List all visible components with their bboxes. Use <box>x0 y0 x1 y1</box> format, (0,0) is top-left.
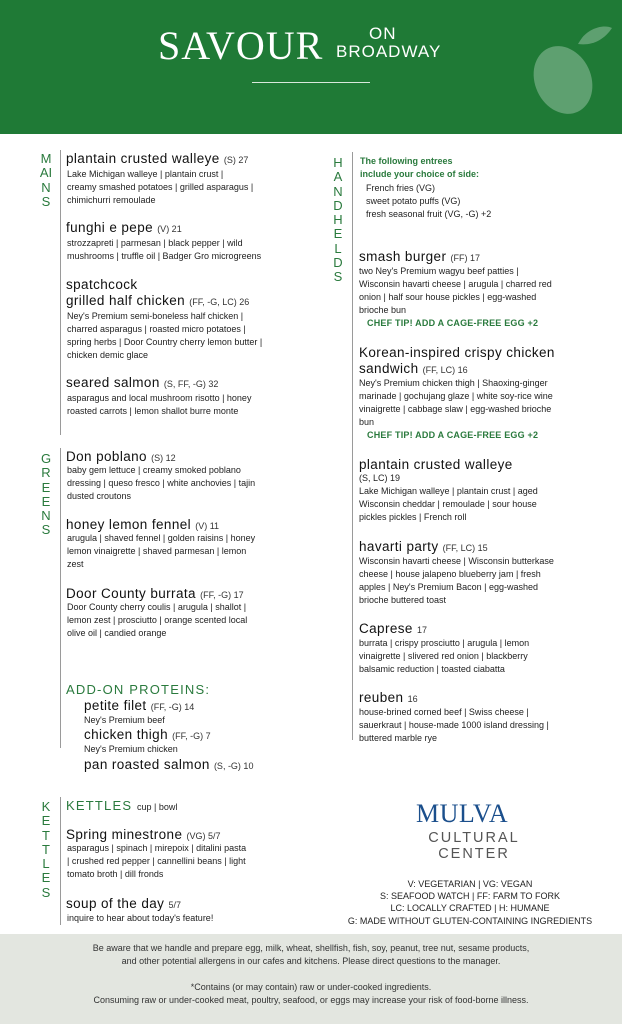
menu-item-title <box>359 539 488 556</box>
menu-item-description <box>359 472 609 524</box>
desc-line: Wisconsin cheddar | remoulade | sour house <box>359 499 537 510</box>
menu-item-title <box>84 698 194 715</box>
desc-line: Lake Michigan walleye | plantain crust | <box>67 169 224 179</box>
desc-line: chicken demic glace <box>67 350 149 361</box>
sides-list <box>366 182 491 221</box>
item-name: Caprese <box>359 621 413 636</box>
mulva-logo-subtitle <box>423 830 525 862</box>
item-tag: (S) 12 <box>151 453 176 463</box>
desc-line: mushrooms | truffle oil | Badger Gro microgreens <box>67 251 262 262</box>
item-tag: (S, FF, -G) 32 <box>163 379 219 389</box>
mulva-sub-line: CENTER <box>438 846 510 862</box>
menu-item-title <box>359 361 468 378</box>
legend-line: V: VEGETARIAN | VG: VEGAN <box>407 879 533 889</box>
desc-line: burrata | crispy prosciutto | arugula | lemon <box>359 638 530 648</box>
dietary-legend <box>330 878 610 927</box>
legend-line: G: MADE WITHOUT GLUTEN-CONTAINING INGREDIENTS <box>347 915 593 926</box>
desc-line: creamy smashed potatoes | grilled asparagus | <box>67 182 254 193</box>
menu-item-title <box>359 690 418 707</box>
desc-line: strozzapreti | parmesan | black pepper | wild <box>67 238 243 248</box>
menu-item-description <box>359 706 609 745</box>
item-tag: (S, -G) 10 <box>213 761 254 771</box>
desc-line: zest <box>67 559 84 570</box>
item-name: Korean-inspired crispy chicken <box>359 345 555 360</box>
desc-line: bun <box>359 417 375 428</box>
item-tag: (S) 27 <box>223 155 249 165</box>
footer-line: and other potential allergens in our cafes and kitchens. Please direct questions to the manager. <box>121 956 501 966</box>
footer-line: Be aware that we handle and prepare egg, milk, wheat, shellfish, fish, soy, peanut, tree nut, sesame products, <box>92 943 530 953</box>
mains-divider <box>60 150 61 435</box>
item-name: sandwich <box>359 361 419 376</box>
desc-line: pickles pickles | French roll <box>359 512 467 523</box>
item-name: seared salmon <box>66 375 160 390</box>
chef-tip: CHEF TIP! ADD A CAGE-FREE EGG +2 <box>367 318 539 328</box>
desc-line: Wisconsin havarti cheese | Wisconsin butterkase <box>359 556 554 566</box>
sides-heading-line: The following entrees <box>360 156 453 166</box>
handhelds-label-text: HANDHELDS <box>333 155 343 285</box>
mains-label-text: MAINS <box>39 151 53 209</box>
legend-line: LC: LOCALLY CRAFTED | H: HUMANE <box>390 903 550 914</box>
desc-line: olive oil | candied orange <box>67 628 167 639</box>
desc-line: marinade | gochujang glaze | white soy-rice wine <box>359 391 553 402</box>
desc-line: lemon vinaigrette | shaved parmesan | lemon <box>67 546 247 557</box>
item-name: soup of the day <box>66 896 165 911</box>
menu-item-description <box>67 912 307 925</box>
desc-line: brioche bun <box>359 305 407 316</box>
brand-divider <box>252 82 370 83</box>
greens-divider <box>60 448 61 748</box>
desc-line: two Ney's Premium wagyu beef patties | <box>359 266 519 276</box>
menu-item-description <box>359 265 609 317</box>
menu-item-description <box>359 637 609 676</box>
item-tag: 17 <box>416 625 427 635</box>
desc-line: balsamic reduction | toasted ciabatta <box>359 664 505 675</box>
item-name: smash burger <box>359 249 447 264</box>
menu-item-description: Ney's Premium beef <box>84 715 165 725</box>
menu-item-description <box>67 392 307 418</box>
menu-item-title <box>66 277 138 293</box>
allergen-footer <box>0 934 622 1024</box>
item-name: funghi e pepe <box>66 220 154 235</box>
footer-line: Consuming raw or under-cooked meat, poultry, seafood, or eggs may increase your risk of food-borne illness. <box>93 995 529 1005</box>
desc-line: tomato broth | dill fronds <box>67 869 164 880</box>
greens-label-text: GREENS <box>40 451 52 538</box>
item-name: Door County burrata <box>66 586 196 601</box>
desc-line: Ney's Premium semi-boneless half chicken | <box>67 311 244 321</box>
kettles-divider <box>60 797 61 925</box>
desc-line: inquire to hear about today's feature! <box>67 913 214 923</box>
desc-line: | crushed red pepper | cannellini beans | light <box>67 856 246 867</box>
menu-item-title <box>359 457 513 473</box>
legend-line: S: SEAFOOD WATCH | FF: FARM TO FORK <box>379 891 560 902</box>
desc-line: Ney's Premium chicken thigh | Shaoxing-ginger <box>359 378 548 388</box>
menu-item-title <box>66 220 182 237</box>
desc-line: baby gem lettuce | creamy smoked poblano <box>67 465 241 475</box>
item-tag: 16 <box>407 694 418 704</box>
mulva-sub-line: CULTURAL <box>428 830 520 846</box>
menu-item-description <box>359 555 609 607</box>
handhelds-divider <box>352 152 353 740</box>
menu-item-title <box>66 896 181 913</box>
item-tag: (FF, LC) 16 <box>422 365 468 375</box>
desc-line: lemon zest | prosciutto | orange scented local <box>67 615 248 626</box>
item-name: petite filet <box>84 698 147 713</box>
item-tag: (FF, -G, LC) 26 <box>189 297 250 307</box>
desc-line: arugula | shaved fennel | golden raisins | honey <box>67 533 256 543</box>
desc-line: spring herbs | Door Country cherry lemon butter | <box>67 337 263 348</box>
menu-item-description <box>67 464 307 503</box>
item-name: Spring minestrone <box>66 827 183 842</box>
item-tag: (FF) 17 <box>450 253 481 263</box>
menu-item-description <box>67 842 307 881</box>
menu-item-title <box>359 249 480 266</box>
desc-line: Wisconsin havarti cheese | arugula | charred red <box>359 279 552 290</box>
menu-item-title <box>66 375 218 392</box>
desc-line: asparagus | spinach | mirepoix | ditalini pasta <box>67 843 247 853</box>
desc-line: Lake Michigan walleye | plantain crust | aged <box>359 486 538 497</box>
desc-line: onion | half sour house pickles | egg-washed <box>359 292 537 303</box>
item-tag: (VG) 5/7 <box>186 831 221 841</box>
desc-line: Door County cherry coulis | arugula | shallot | <box>67 602 247 612</box>
menu-item-title <box>84 757 253 774</box>
item-name: havarti party <box>359 539 439 554</box>
header-banner <box>0 0 622 134</box>
item-tag: (FF, -G) 17 <box>200 590 244 600</box>
desc-line: asparagus and local mushroom risotto | honey <box>67 393 252 403</box>
desc-line: vinaigrette | slivered red onion | blackberry <box>359 651 528 662</box>
item-tag: (V) 11 <box>195 521 220 531</box>
menu-item-description <box>67 310 307 362</box>
lime-icon <box>516 14 616 124</box>
item-name: honey lemon fennel <box>66 517 192 532</box>
menu-item-description <box>67 168 297 207</box>
desc-line: house-brined corned beef | Swiss cheese | <box>359 707 529 717</box>
greens-section-label <box>39 452 53 538</box>
footer-line: *Contains (or may contain) raw or under-cooked ingredients. <box>190 982 432 992</box>
menu-item-description <box>67 601 307 640</box>
addon-proteins-heading: ADD-ON PROTEINS: <box>66 682 211 697</box>
kettles-section-label <box>39 800 53 900</box>
item-name: grilled half chicken <box>66 293 186 308</box>
desc-line: vinaigrette | cabbage slaw | egg-washed brioche <box>359 404 552 415</box>
chef-tip: CHEF TIP! ADD A CAGE-FREE EGG +2 <box>367 430 539 440</box>
mulva-logo: MULVA <box>416 799 509 828</box>
menu-item-description <box>359 377 609 429</box>
menu-item-description: Ney's Premium chicken <box>84 744 178 754</box>
kettles-heading-text: KETTLES <box>66 798 133 813</box>
brand-title: SAVOUR <box>158 23 324 68</box>
mains-section-label <box>39 152 53 209</box>
brand-broadway: BROADWAY <box>336 42 442 61</box>
desc-line: charred asparagus | roasted micro potatoes | <box>67 324 246 335</box>
menu-item-description <box>67 532 307 571</box>
kettles-label-text: KETTLES <box>41 799 51 900</box>
menu-item-title <box>84 727 211 744</box>
menu-item-title <box>66 151 248 168</box>
item-name: spatchcock <box>66 277 138 292</box>
desc-line: buttered marble rye <box>359 733 438 744</box>
menu-item-title <box>359 345 555 361</box>
desc-line: apples | Ney's Premium Bacon | egg-washed <box>359 582 538 593</box>
desc-line: dressing | queso fresco | white anchovies | tajin <box>67 478 256 489</box>
sides-heading <box>360 155 479 181</box>
kettles-heading-suffix: cup | bowl <box>137 802 178 812</box>
desc-line: roasted carrots | lemon shallot burre monte <box>67 406 239 417</box>
menu-item-title <box>359 621 427 638</box>
item-name: reuben <box>359 690 404 705</box>
menu-item-description <box>67 237 307 263</box>
side-option: fresh seasonal fruit (VG, -G) +2 <box>366 209 492 220</box>
item-tag: (FF, -G) 14 <box>150 702 195 712</box>
desc-line: sauerkraut | house-made 1000 island dressing | <box>359 720 549 731</box>
menu-item-title <box>66 293 249 310</box>
item-name: plantain crusted walleye <box>359 457 513 472</box>
desc-line: brioche buttered toast <box>359 595 447 606</box>
item-tag: (V) 21 <box>157 224 182 234</box>
kettles-heading <box>66 798 177 813</box>
item-name: Don poblano <box>66 449 147 464</box>
item-tag: (FF, LC) 15 <box>442 543 488 553</box>
item-tag: 5/7 <box>168 900 181 910</box>
item-name: pan roasted salmon <box>84 757 210 772</box>
desc-line: chimichurri remoulade <box>67 195 156 206</box>
desc-line: dusted croutons <box>67 491 132 502</box>
item-tag: (FF, -G) 7 <box>172 731 211 741</box>
side-option: French fries (VG) <box>366 183 436 193</box>
item-tag: (S, LC) 19 <box>359 473 401 483</box>
item-name: plantain crusted walleye <box>66 151 220 166</box>
brand-on: ON <box>369 24 397 43</box>
desc-line: cheese | house jalapeno blueberry jam | fresh <box>359 569 541 580</box>
item-name: chicken thigh <box>84 727 168 742</box>
handhelds-section-label <box>331 156 345 285</box>
sides-heading-line: include your choice of side: <box>360 169 480 179</box>
side-option: sweet potato puffs (VG) <box>366 196 461 207</box>
